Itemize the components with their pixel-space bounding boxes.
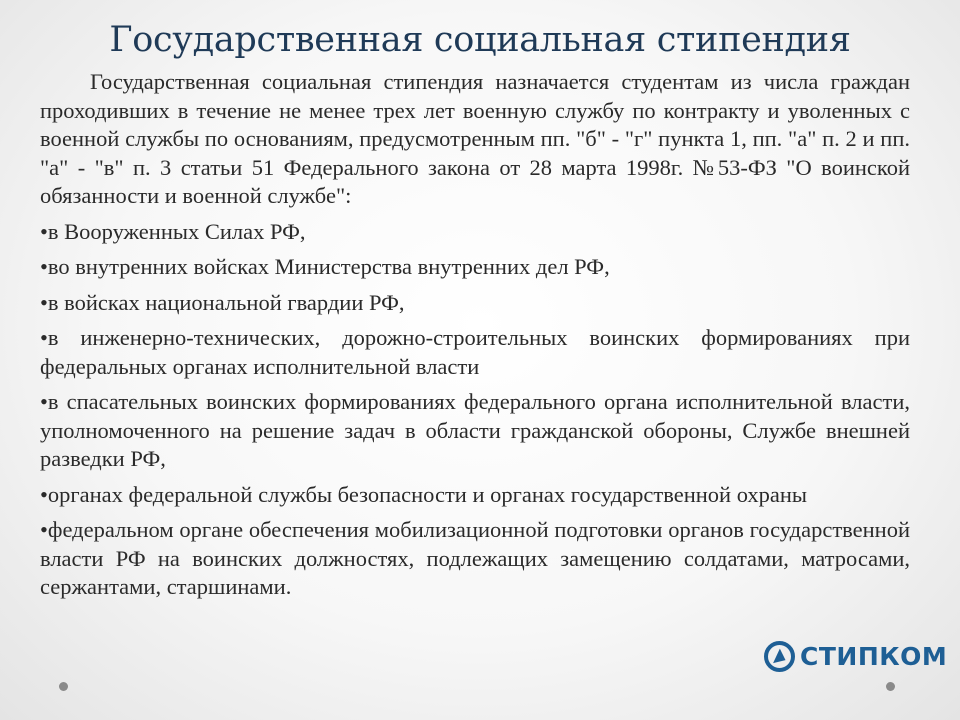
list-item: •в инженерно-технических, дорожно-строительных воинских формированиях при федеральных органах исполнительной власти [40, 325, 910, 379]
list-item: •в Вооруженных Силах РФ, [40, 218, 306, 244]
slide-title: Государственная социальная стипендия [109, 20, 851, 60]
decorative-dot-left [59, 682, 68, 691]
list-item: •органах федеральной службы безопасности и органах государственной охраны [40, 481, 808, 507]
stipkom-logo [764, 638, 947, 674]
stipkom-logo-icon [764, 641, 795, 672]
list-item: •федеральном органе обеспечения мобилизационной подготовки органов государственной власти РФ на воинских должностях, подлежащих замещению солдатами, матросами, сержантами, старшинами. [40, 517, 910, 599]
slide-body [40, 68, 910, 609]
intro-paragraph: Государственная социальная стипендия назначается студентам из числа граждан проходивших в течение не менее трех лет военную службу по контракту и уволенных с военной службы по основаниям, предусмотренным пп. "б" - "г" пункта 1, пп. "а" п. 2 и пп. "а" - "в" п. 3 статьи 51 Федерального закона от 28 марта 1998г. №53-ФЗ "О воинской обязанности и военной службе": [40, 69, 910, 208]
decorative-dot-right [886, 682, 895, 691]
list-item: •в спасательных воинских формированиях федерального органа исполнительной власти, уполномоченного на решение задач в области гражданской обороны, Службе внешней разведки РФ, [40, 389, 910, 471]
list-item: •в войсках национальной гвардии РФ, [40, 289, 405, 315]
logo-text: СТИПКОМ [800, 641, 948, 671]
list-item: •во внутренних войсках Министерства внутренних дел РФ, [40, 254, 610, 279]
